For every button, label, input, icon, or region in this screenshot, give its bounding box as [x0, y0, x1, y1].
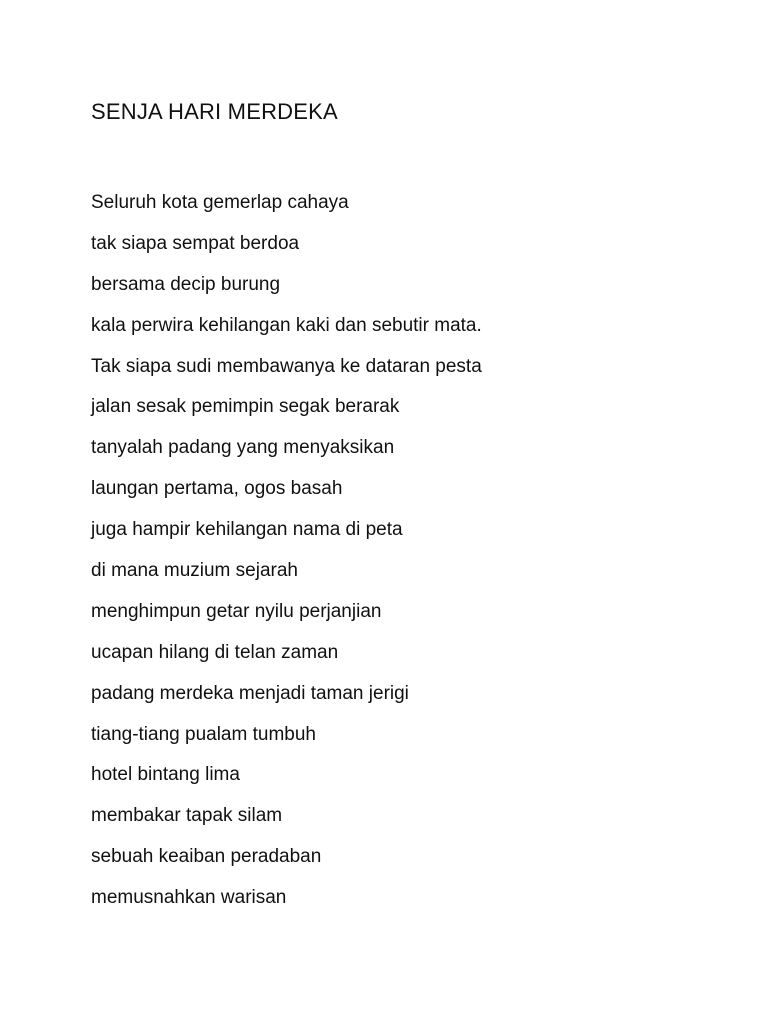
poem-line: sebuah keaiban peradaban	[91, 846, 322, 868]
poem-line: hotel bintang lima	[91, 764, 240, 786]
poem-line: tanyalah padang yang menyaksikan	[91, 437, 395, 459]
poem-line: juga hampir kehilangan nama di peta	[91, 519, 403, 541]
poem-line: membakar tapak silam	[91, 805, 283, 827]
poem-line: Seluruh kota gemerlap cahaya	[91, 192, 349, 213]
poem-body	[91, 189, 482, 925]
poem-line: padang merdeka menjadi taman jerigi	[91, 682, 409, 704]
poem-line: kala perwira kehilangan kaki dan sebutir mata.	[91, 314, 482, 336]
poem-line: tak siapa sempat berdoa	[91, 232, 300, 254]
poem-line: bersama decip burung	[91, 273, 281, 295]
poem-line: Tak siapa sudi membawanya ke dataran pesta	[91, 355, 482, 377]
poem-line: menghimpun getar nyilu perjanjian	[91, 600, 382, 622]
poem-line: jalan sesak pemimpin segak berarak	[91, 396, 400, 418]
poem-line: di mana muzium sejarah	[91, 560, 298, 582]
poem-line: ucapan hilang di telan zaman	[91, 641, 339, 663]
poem-line: tiang-tiang pualam tumbuh	[91, 723, 316, 745]
poem-line: memusnahkan warisan	[91, 887, 287, 909]
poem-title: SENJA HARI MERDEKA	[91, 99, 338, 124]
poem-line: laungan pertama, ogos basah	[91, 478, 343, 500]
